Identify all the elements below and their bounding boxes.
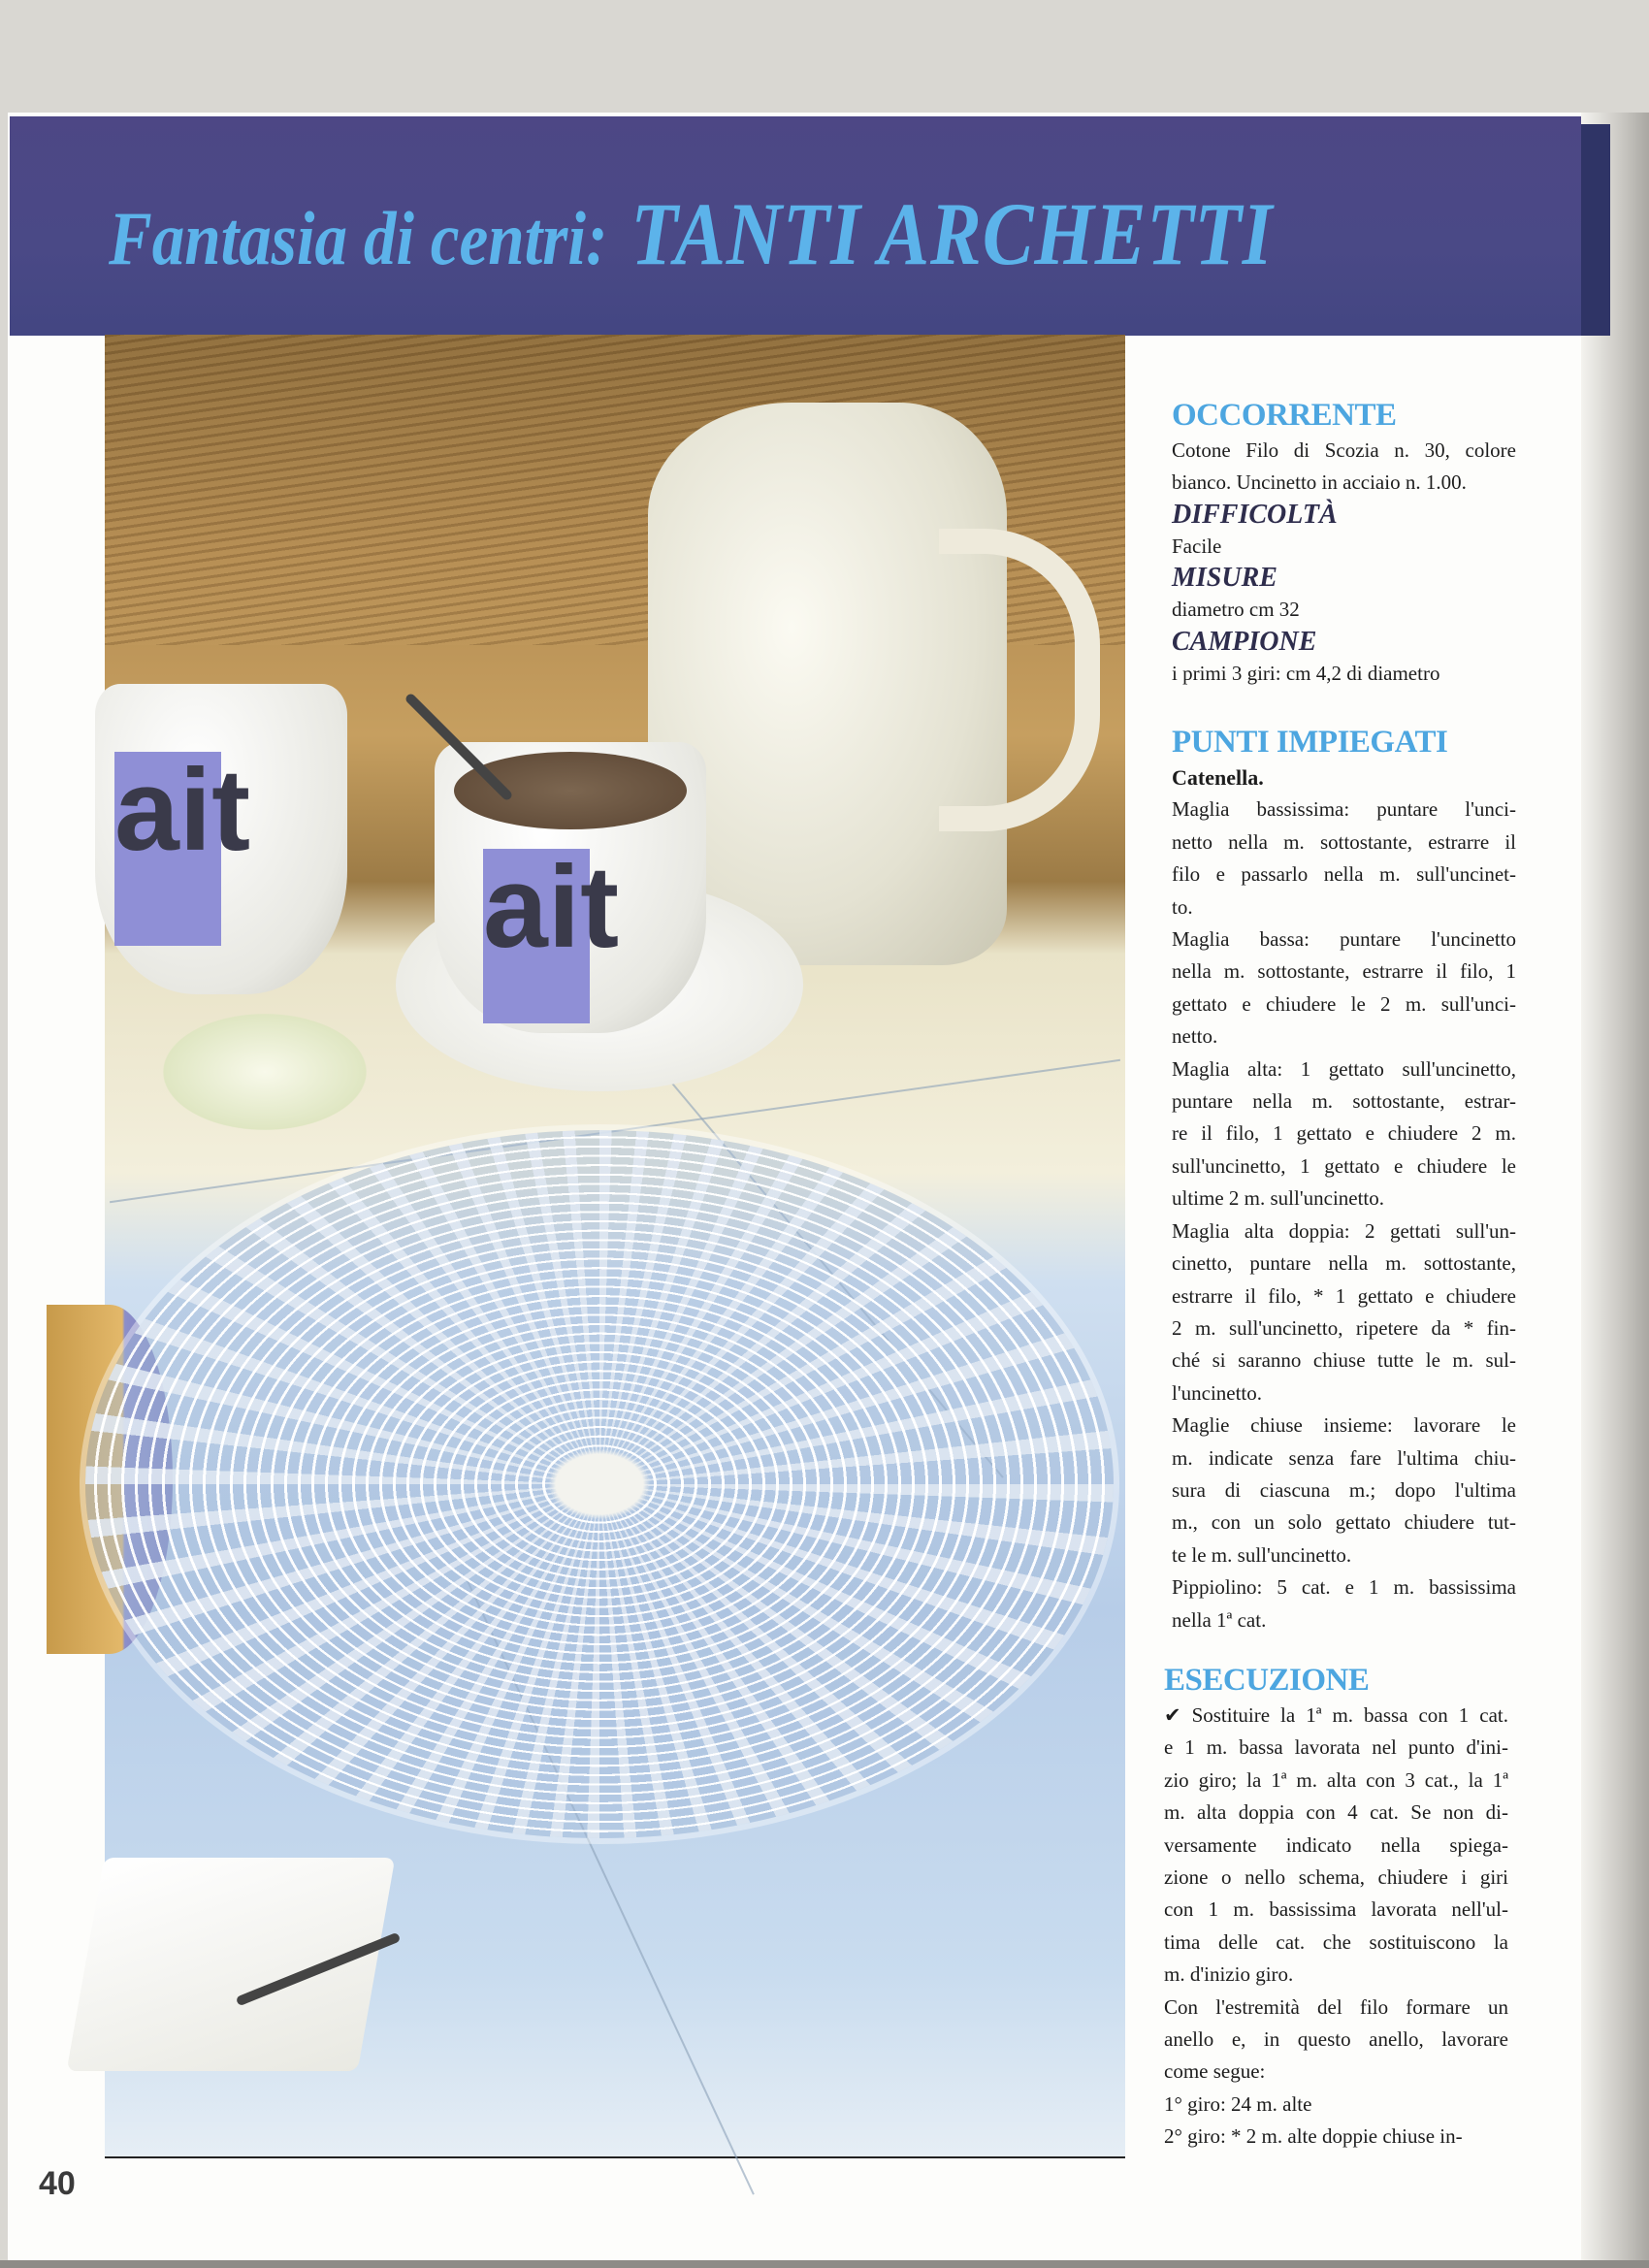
- paragraph: [1172, 794, 1516, 923]
- text-line: nella 1ª cat.: [1172, 1607, 1267, 1632]
- occorrente-text: [1172, 435, 1516, 500]
- title-lead: Fantasia di centri:: [109, 196, 608, 280]
- cup-label: ait: [483, 849, 590, 1023]
- text-line: nella m. sottostante, estrarre il filo, 1: [1172, 959, 1516, 984]
- header-side-strip: [1581, 124, 1610, 336]
- text-line: Maglia bassa: puntare l'uncinetto: [1172, 927, 1516, 952]
- page-title: [109, 182, 1273, 285]
- stitches-text: [1172, 794, 1516, 1636]
- text-line: e 1 m. bassa lavorata nel punto d'ini-: [1164, 1735, 1508, 1760]
- text-line: sull'uncinetto, 1 gettato e chiudere le: [1172, 1153, 1516, 1178]
- page-number: 40: [39, 2165, 76, 2202]
- text-line: Maglia bassissima: puntare l'unci-: [1172, 797, 1516, 822]
- text-line: te le m. sull'uncinetto.: [1172, 1542, 1352, 1567]
- title-main: TANTI ARCHETTI: [630, 184, 1274, 283]
- materials-section: [1172, 396, 1516, 690]
- text-line: l'uncinetto.: [1172, 1380, 1263, 1405]
- text-line: diametro cm 32: [1172, 598, 1300, 622]
- text-line: filo e passarlo nella m. sull'uncinet-: [1172, 862, 1516, 887]
- text-line: netto nella m. sottostante, estrarre il: [1172, 829, 1516, 854]
- paragraph: [1172, 1053, 1516, 1215]
- execution-section: [1164, 1661, 1508, 2154]
- text-line: ✔ Sostituire la 1ª m. bassa con 1 cat.: [1164, 1703, 1508, 1727]
- text-line: i primi 3 giri: cm 4,2 di diametro: [1172, 661, 1440, 685]
- sugar-dish: [67, 1858, 396, 2071]
- heading-difficolta: DIFFICOLTÀ: [1172, 499, 1338, 530]
- text-line: con 1 m. bassissima lavorata nell'ul-: [1164, 1897, 1508, 1922]
- heading-occorrente: OCCORRENTE: [1172, 398, 1397, 433]
- text-line: Cotone Filo di Scozia n. 30, colore: [1172, 438, 1516, 462]
- text-line: come segue:: [1164, 2059, 1266, 2084]
- text-line: Con l'estremità del filo formare un: [1164, 1994, 1508, 2019]
- text-line: estrarre il filo, * 1 gettato e chiudere: [1172, 1283, 1516, 1308]
- heading-punti-impiegati: PUNTI IMPIEGATI: [1172, 725, 1448, 760]
- cup-left: [95, 684, 347, 994]
- text-line: Maglia alta: 1 gettato sull'uncinetto,: [1172, 1056, 1516, 1081]
- text-line: Maglie chiuse insieme: lavorare le: [1172, 1413, 1516, 1438]
- paragraph: [1172, 1571, 1516, 1636]
- text-line: puntare nella m. sottostante, estrar-: [1172, 1089, 1516, 1114]
- doily-photo: [105, 335, 1125, 2158]
- paragraph: [1172, 1409, 1516, 1571]
- text-line: m. alta doppia con 4 cat. Se non di-: [1164, 1800, 1508, 1825]
- text-line: zio giro; la 1ª m. alta con 3 cat., la 1ª: [1164, 1767, 1508, 1792]
- text-line: m. d'inizio giro.: [1164, 1962, 1294, 1987]
- crochet-doily: [85, 1130, 1114, 1838]
- flower: [163, 1014, 367, 1130]
- text-line: tima delle cat. che sostituiscono la: [1164, 1929, 1508, 1954]
- pitcher-handle: [939, 529, 1100, 831]
- text-line: to.: [1172, 894, 1193, 919]
- difficolta-text: [1172, 531, 1516, 563]
- paragraph: [1172, 1215, 1516, 1409]
- cup-right: [435, 742, 706, 1033]
- campione-text: [1172, 658, 1516, 690]
- scan-edge: [0, 2260, 1649, 2268]
- text-line: sura di ciascuna m.; dopo l'ultima: [1172, 1477, 1516, 1502]
- heading-misure: MISURE: [1172, 563, 1277, 594]
- paragraph: [1172, 923, 1516, 1053]
- execution-text: [1164, 1700, 1508, 2154]
- paragraph: [1164, 1700, 1508, 1992]
- text-line: 1° giro: 24 m. alte: [1164, 2091, 1312, 2116]
- text-line: zione o nello schema, chiudere i giri: [1164, 1865, 1508, 1890]
- coffee: [454, 752, 687, 829]
- text-line: m., con un solo gettato chiudere tut-: [1172, 1510, 1516, 1535]
- page-edge-shadow: [1581, 113, 1649, 2268]
- heading-campione: CAMPIONE: [1172, 626, 1317, 657]
- text-line: Maglia alta doppia: 2 gettati sull'un-: [1172, 1218, 1516, 1243]
- stitches-section: [1172, 723, 1516, 1636]
- text-line: ultime 2 m. sull'uncinetto.: [1172, 1186, 1385, 1211]
- text-line: 2° giro: * 2 m. alte doppie chiuse in-: [1164, 2124, 1463, 2149]
- text-line: Facile: [1172, 534, 1222, 558]
- paragraph: [1164, 1992, 1508, 2089]
- text-line: versamente indicato nella spiega-: [1164, 1832, 1508, 1857]
- text-line: anello e, in questo anello, lavorare: [1164, 2027, 1508, 2052]
- misure-text: [1172, 594, 1516, 626]
- text-line: gettato e chiudere le 2 m. sull'unci-: [1172, 991, 1516, 1016]
- text-line: re il filo, 1 gettato e chiudere 2 m.: [1172, 1121, 1516, 1146]
- text-line: cinetto, puntare nella m. sottostante,: [1172, 1251, 1516, 1276]
- text-line: netto.: [1172, 1024, 1218, 1049]
- catenella-label: Catenella.: [1172, 765, 1264, 790]
- text-line: Pippiolino: 5 cat. e 1 m. bassissima: [1172, 1575, 1516, 1600]
- paragraph: [1164, 2089, 1508, 2121]
- paragraph: [1164, 2121, 1508, 2153]
- heading-esecuzione: ESECUZIONE: [1164, 1663, 1370, 1698]
- text-line: 2 m. sull'uncinetto, ripetere da * fin-: [1172, 1315, 1516, 1340]
- text-line: ché si saranno chiuse tutte le m. sul-: [1172, 1348, 1516, 1373]
- cup-label: ait: [114, 752, 221, 946]
- text-line: m. indicate senza fare l'ultima chiu-: [1172, 1445, 1516, 1470]
- text-line: bianco. Uncinetto in acciaio n. 1.00.: [1172, 470, 1467, 495]
